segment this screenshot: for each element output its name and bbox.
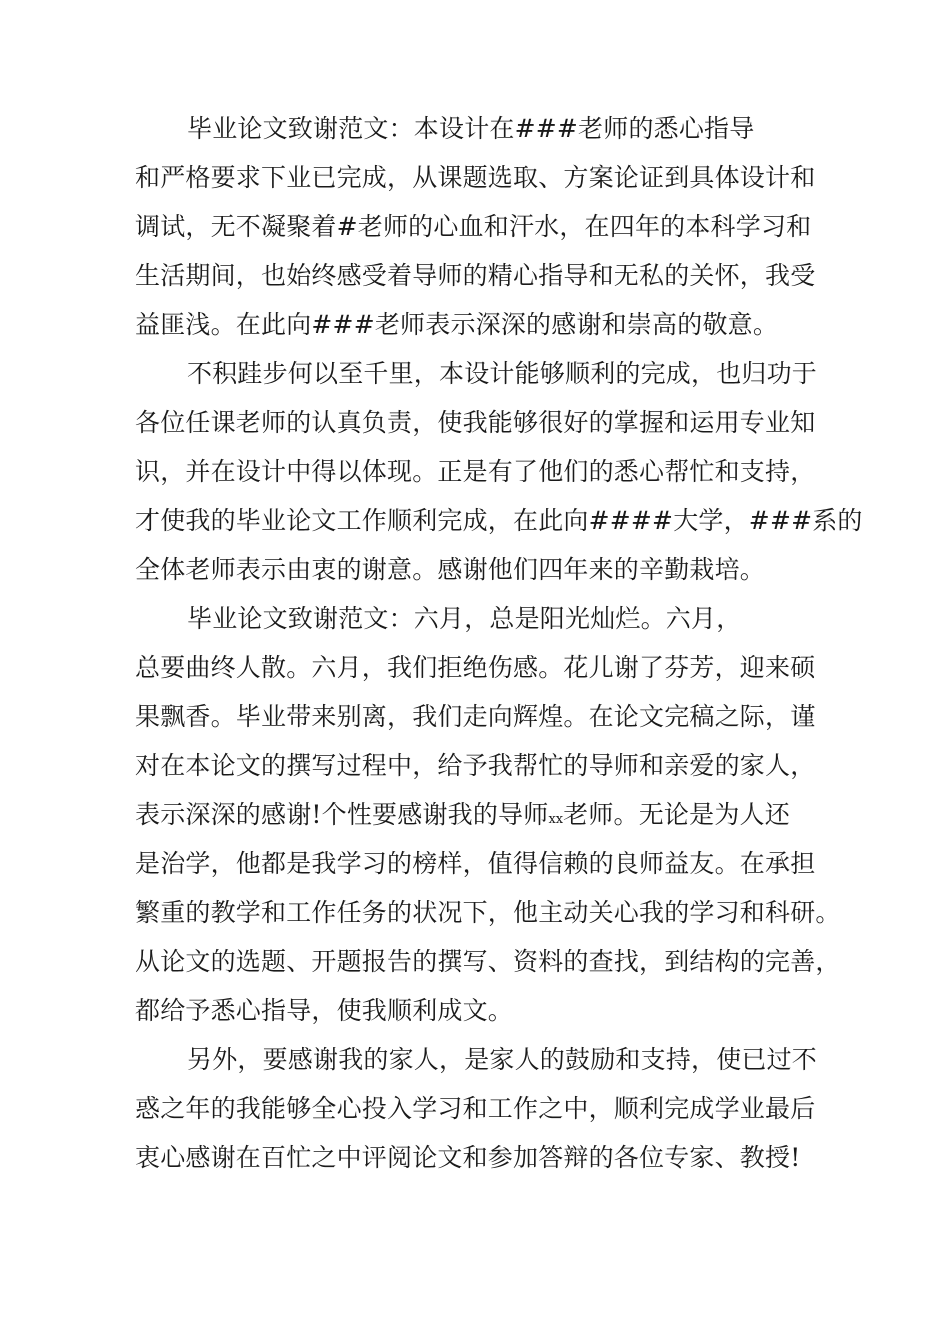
paragraph-3-line-1: 毕业论文致谢范文：六月，总是阳光灿烂。六月，: [187, 604, 742, 633]
paragraph-3-line-5: [135, 790, 835, 839]
paragraph-1-line-4: 生活期间，也始终感受着导师的精心指导和无私的关怀，我受: [135, 261, 816, 290]
paragraph-2-line-2: 各位任课老师的认真负责，使我能够很好的掌握和运用专业知: [135, 408, 816, 437]
paragraph-3-line-6: 是治学，他都是我学习的榜样，值得信赖的良师益友。在承担: [135, 849, 816, 878]
paragraph-2-line-4: 才使我的毕业论文工作顺利完成，在此向####大学，###系的: [135, 506, 863, 535]
advisor-placeholder-xx: xx: [548, 812, 564, 827]
paragraph-2-line-5: 全体老师表示由衷的谢意。感谢他们四年来的辛勤栽培。: [135, 555, 766, 584]
paragraph-1-line-5: 益匪浅。在此向###老师表示深深的感谢和崇高的敬意。: [135, 310, 779, 339]
paragraph-3-line-5-text-after: 老师。无论是为人还: [563, 800, 790, 829]
paragraph-3-line-4: 对在本论文的撰写过程中，给予我帮忙的导师和亲爱的家人，: [135, 751, 816, 780]
paragraph-4-line-1: 另外，要感谢我的家人，是家人的鼓励和支持，使已过不: [187, 1045, 818, 1074]
document-body: [135, 104, 863, 1182]
paragraph-1-line-3: 调试，无不凝聚着#老师的心血和汗水，在四年的本科学习和: [135, 212, 812, 241]
paragraph-1-line-1: 毕业论文致谢范文：本设计在###老师的悉心指导: [187, 114, 755, 143]
paragraph-3-line-8: 从论文的选题、开题报告的撰写、资料的查找，到结构的完善，: [135, 947, 841, 976]
paragraph-3-line-9: 都给予悉心指导，使我顺利成文。: [135, 996, 514, 1025]
paragraph-3-line-7: 繁重的教学和工作任务的状况下，他主动关心我的学习和科研。: [135, 898, 841, 927]
paragraph-4-line-2: 惑之年的我能够全心投入学习和工作之中，顺利完成学业最后: [135, 1094, 816, 1123]
paragraph-3-line-3: 果飘香。毕业带来别离，我们走向辉煌。在论文完稿之际，谨: [135, 702, 816, 731]
paragraph-2-line-3: 识，并在设计中得以体现。正是有了他们的悉心帮忙和支持，: [135, 457, 816, 486]
paragraph-4-line-3: 衷心感谢在百忙之中评阅论文和参加答辩的各位专家、教授!: [135, 1143, 801, 1172]
paragraph-1-line-2: 和严格要求下业已完成，从课题选取、方案论证到具体设计和: [135, 163, 816, 192]
paragraph-3-line-2: 总要曲终人散。六月，我们拒绝伤感。花儿谢了芬芳，迎来硕: [135, 653, 816, 682]
paragraph-3-line-5-text-before: 表示深深的感谢!个性要感谢我的导师: [135, 800, 549, 829]
paragraph-2-line-1: 不积跬步何以至千里，本设计能够顺利的完成，也归功于: [187, 359, 818, 388]
